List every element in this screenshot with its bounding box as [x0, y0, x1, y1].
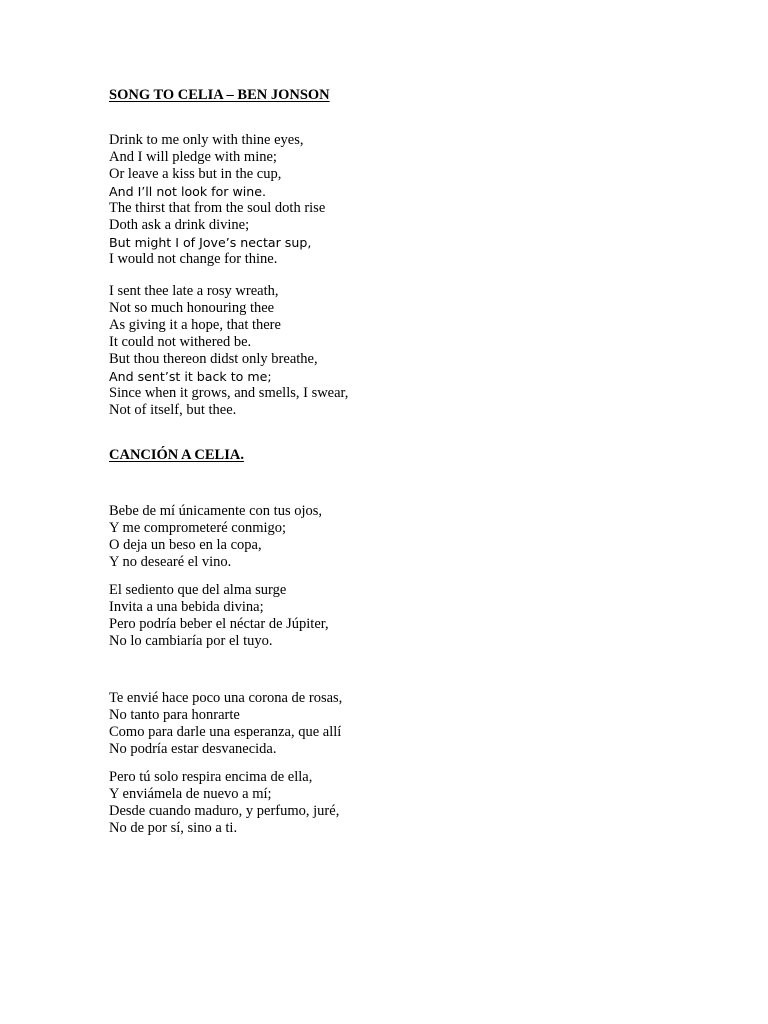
poem-line: Te envié hace poco una corona de rosas,	[109, 690, 343, 706]
poem-line: No de por sí, sino a ti.	[109, 820, 238, 836]
poem-line: O deja un beso en la copa,	[109, 537, 262, 553]
poem-line: Y enviámela de nuevo a mí;	[109, 786, 272, 802]
poem-line: Pero tú solo respira encima de ella,	[109, 769, 313, 785]
spanish-title: CANCIÓN A CELIA.	[109, 447, 244, 463]
spanish-stanza-2	[109, 582, 329, 650]
english-stanza-1	[109, 132, 325, 268]
poem-line: Bebe de mí únicamente con tus ojos,	[109, 503, 323, 519]
poem-line: It could not withered be.	[109, 334, 252, 350]
poem-line: Pero podría beber el néctar de Júpiter,	[109, 616, 329, 632]
poem-line: I sent thee late a rosy wreath,	[109, 283, 279, 299]
poem-line: Y no desearé el vino.	[109, 554, 232, 570]
poem-line: Invita a una bebida divina;	[109, 599, 264, 615]
poem-line: And I will pledge with mine;	[109, 149, 277, 165]
poem-line: And sent’st it back to me;	[109, 369, 272, 384]
poem-line: No podría estar desvanecida.	[109, 741, 277, 757]
poem-line: But might I of Jove’s nectar sup,	[109, 235, 312, 250]
spanish-stanza-3	[109, 690, 342, 758]
poem-line: Desde cuando maduro, y perfumo, juré,	[109, 803, 340, 819]
poem-line: Not of itself, but thee.	[109, 402, 237, 418]
english-title: SONG TO CELIA – BEN JONSON	[109, 87, 330, 103]
poem-line: No tanto para honrarte	[109, 707, 240, 723]
poem-line: And I’ll not look for wine.	[109, 184, 266, 199]
poem-line: Drink to me only with thine eyes,	[109, 132, 304, 148]
spanish-stanza-4	[109, 769, 339, 837]
poem-line: No lo cambiaría por el tuyo.	[109, 633, 273, 649]
poem-line: But thou thereon didst only breathe,	[109, 351, 318, 367]
poem-line: Como para darle una esperanza, que allí	[109, 724, 342, 740]
poem-line: I would not change for thine.	[109, 251, 278, 267]
poem-line: Or leave a kiss but in the cup,	[109, 166, 282, 182]
poem-line: Not so much honouring thee	[109, 300, 275, 316]
spanish-stanza-1	[109, 503, 322, 571]
poem-line: El sediento que del alma surge	[109, 582, 287, 598]
poem-line: Doth ask a drink divine;	[109, 217, 250, 233]
poem-line: As giving it a hope, that there	[109, 317, 281, 333]
poem-line: Y me comprometeré conmigo;	[109, 520, 287, 536]
english-stanza-2	[109, 283, 348, 419]
poem-line: Since when it grows, and smells, I swear,	[109, 385, 349, 401]
poem-line: The thirst that from the soul doth rise	[109, 200, 326, 216]
